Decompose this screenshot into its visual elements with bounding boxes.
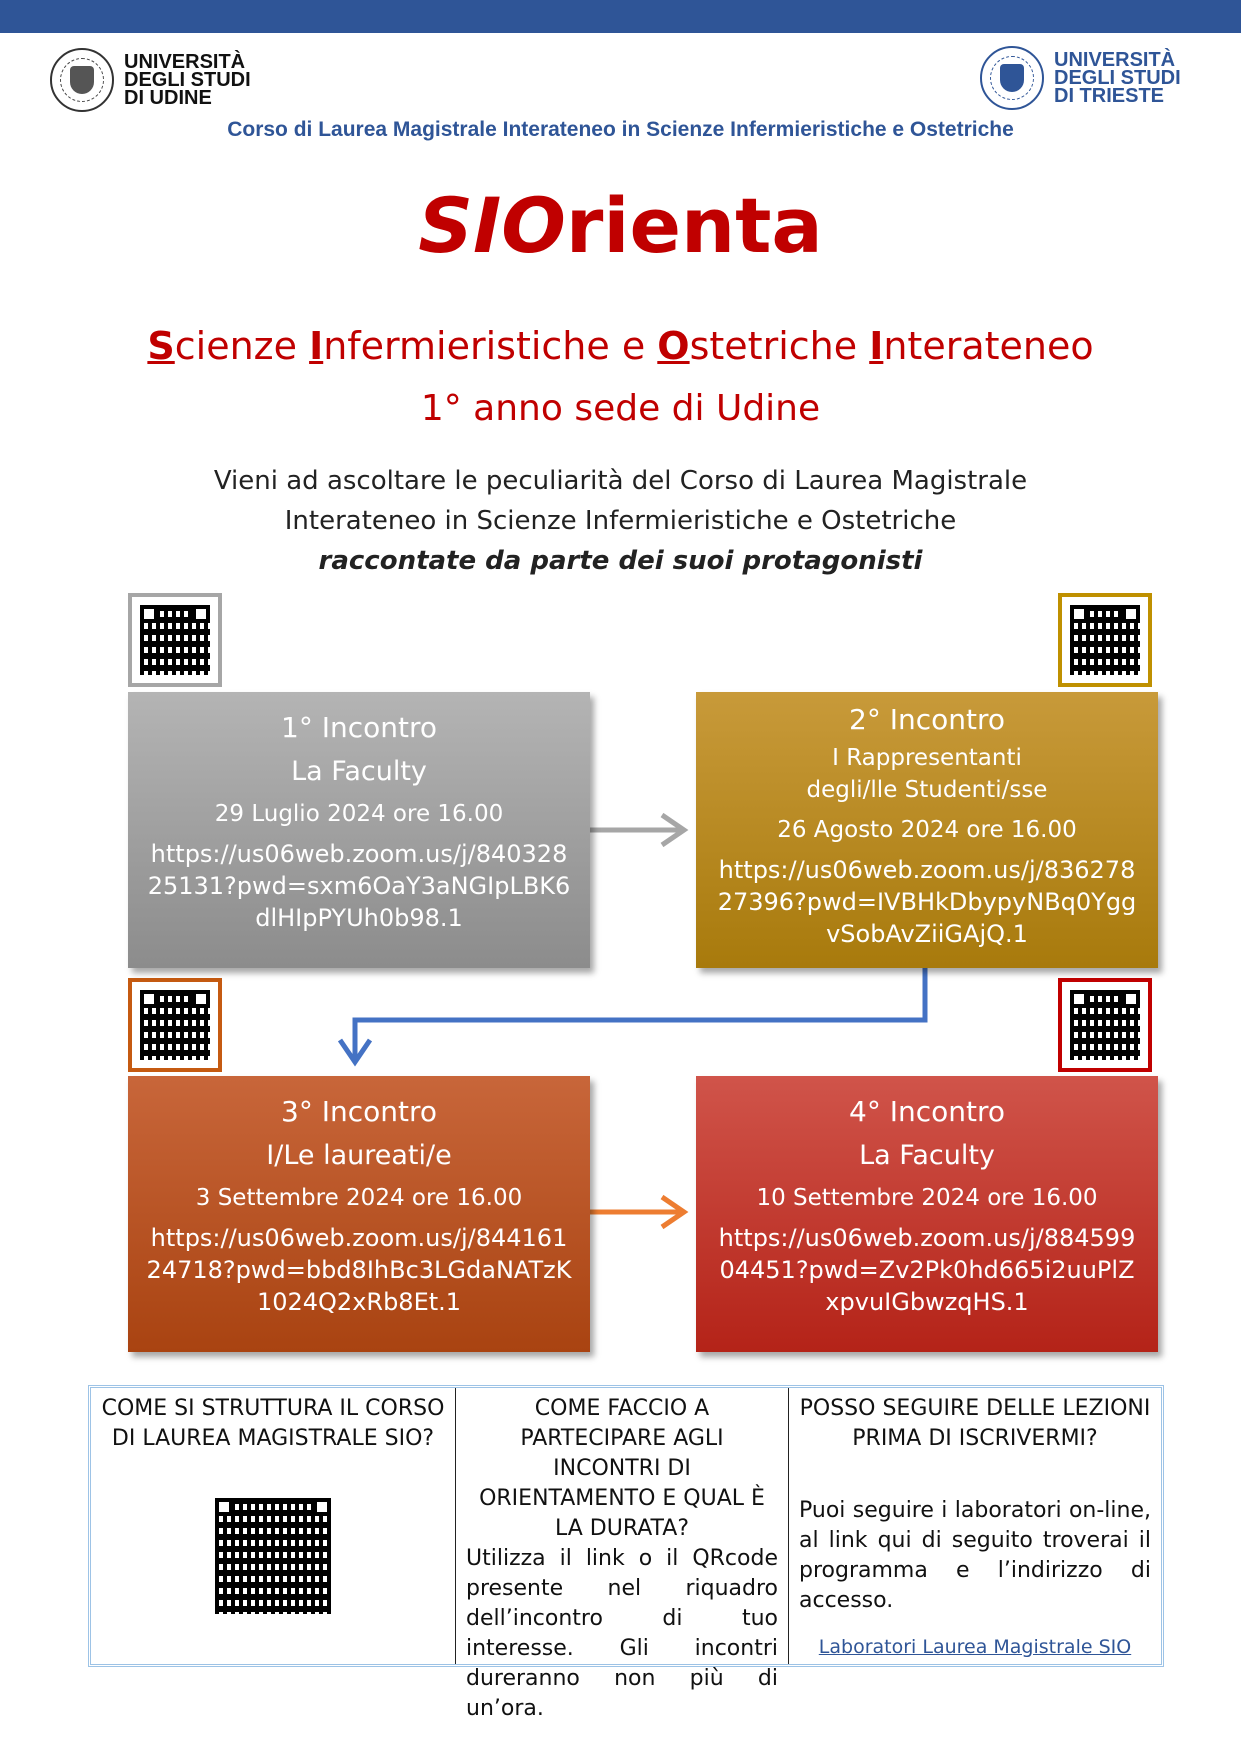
subtitle: Scienze Infermieristiche e Ostetriche Interateneo	[147, 324, 1094, 368]
meeting-title: 2° Incontro	[849, 703, 1005, 736]
udine-name: UNIVERSITÀ DEGLI STUDI DI UDINE	[124, 51, 251, 109]
meeting-subject: I Rappresentanti degli/lle Studenti/sse	[806, 745, 1048, 803]
qr-code-course-structure[interactable]	[211, 1494, 335, 1618]
faq-column-2	[456, 1388, 789, 1721]
intro-text: Vieni ad ascoltare le peculiarità del Corso di Laurea Magistrale Interateneo in Scienze Infermieristiche e Ostetriche raccontate da parte dei suoi protagonisti	[213, 466, 1028, 576]
meeting-date: 10 Settembre 2024 ore 16.00	[756, 1185, 1098, 1211]
meeting-box-1	[128, 692, 590, 968]
faq-question-1: COME SI STRUTTURA IL CORSO DI LAUREA MAGISTRALE SIO?	[101, 1396, 445, 1451]
meeting-subject: I/Le laureati/e	[266, 1140, 452, 1171]
meeting-date: 3 Settembre 2024 ore 16.00	[195, 1185, 523, 1211]
meeting-date: 29 Luglio 2024 ore 16.00	[214, 801, 504, 827]
meeting-subject: La Faculty	[859, 1140, 995, 1171]
page-title: SIOrienta	[418, 181, 823, 270]
faq-table	[88, 1385, 1164, 1721]
trieste-name: UNIVERSITÀ DEGLI STUDI DI TRIESTE	[1054, 49, 1181, 107]
meeting-subject: La Faculty	[291, 756, 427, 787]
meeting-link[interactable]: https://us06web.zoom.us/j/83627827396?pwd=IVBHkDbypyNBq0YggvSobAvZiiGAjQ.1	[717, 856, 1137, 948]
meeting-box-4	[696, 1076, 1158, 1352]
arrow-2-to-3-icon	[340, 968, 925, 1062]
meeting-title: 4° Incontro	[849, 1095, 1005, 1128]
faq-answer-2: Utilizza il link o il QRcode presente nel riquadro dell’incontro di tuo interesse. Gli incontri dureranno non più di un’ora.	[466, 1546, 778, 1721]
meeting-title: 3° Incontro	[281, 1095, 437, 1128]
laboratori-link[interactable]: Laboratori Laurea Magistrale SIO	[818, 1636, 1132, 1658]
faq-column-1	[91, 1388, 456, 1664]
faq-question-2: COME FACCIO A PARTECIPARE AGLI INCONTRI DI ORIENTAMENTO E QUAL È LA DURATA?	[479, 1396, 765, 1541]
meeting-link[interactable]: https://us06web.zoom.us/j/84032825131?pwd=sxm6OaY3aNGIpLBK6dlHIpPYUh0b98.1	[147, 840, 571, 932]
subtitle-location: 1° anno sede di Udine	[420, 388, 821, 429]
faq-question-3: POSSO SEGUIRE DELLE LEZIONI PRIMA DI ISCRIVERMI?	[799, 1396, 1151, 1451]
meeting-date: 26 Agosto 2024 ore 16.00	[777, 817, 1077, 843]
meeting-link[interactable]: https://us06web.zoom.us/j/88459904451?pwd=Zv2Pk0hd665i2uuPlZxpvuIGbwzqHS.1	[718, 1224, 1136, 1316]
meeting-box-2	[696, 692, 1158, 968]
course-name: Corso di Laurea Magistrale Interateneo in Scienze Infermieristiche e Ostetriche	[227, 118, 1014, 141]
meeting-box-3	[128, 1076, 590, 1352]
faq-column-3	[789, 1388, 1161, 1664]
faq-answer-3: Puoi seguire i laboratori on-line, al link qui di seguito troverai il programma e l’indirizzo di accesso.	[799, 1498, 1151, 1613]
arrow-3-to-4-icon	[590, 1197, 684, 1227]
meeting-title: 1° Incontro	[281, 711, 437, 744]
arrow-1-to-2-icon	[590, 815, 684, 845]
meeting-link[interactable]: https://us06web.zoom.us/j/84416124718?pwd=bbd8IhBc3LGdaNATzK1024Q2xRb8Et.1	[146, 1224, 572, 1316]
